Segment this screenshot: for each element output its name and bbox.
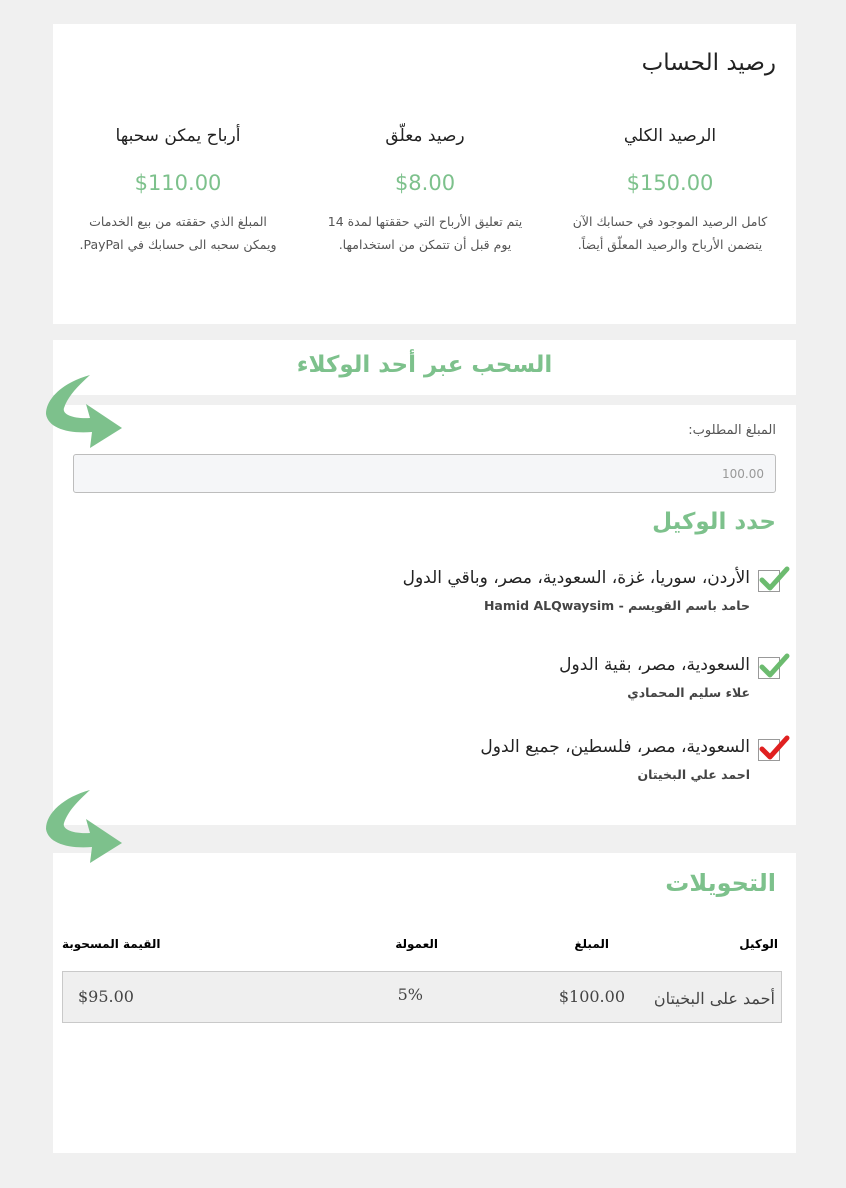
- withdrawable-balance-amount: $110.00: [134, 171, 222, 195]
- cell-amount: $100.00: [558, 987, 625, 1006]
- withdraw-form-card: [53, 405, 796, 825]
- withdraw-via-agent-title: السحب عبر أحد الوكلاء: [296, 352, 553, 378]
- pending-balance-column: [310, 124, 540, 256]
- check-icon: [759, 650, 789, 680]
- amount-input[interactable]: [73, 454, 776, 493]
- cell-net-amount: $95.00: [78, 987, 134, 1006]
- agent-countries: السعودية، مصر، بقية الدول: [559, 655, 750, 675]
- cell-commission: 5%: [397, 985, 423, 1004]
- agent-name: علاء سليم المحمادي: [627, 685, 750, 700]
- agent-option[interactable]: [360, 568, 780, 628]
- agent-countries: السعودية، مصر، فلسطين، جميع الدول: [480, 737, 750, 757]
- column-header-net-amount: القيمة المسحوبة: [62, 937, 161, 951]
- table-row: [62, 971, 782, 1023]
- withdrawable-balance-description: المبلغ الذي حققته من بيع الخدمات ويمكن سحبه الى حسابك في PayPal.: [79, 214, 277, 252]
- agent-option-selected[interactable]: [360, 737, 780, 797]
- curved-arrow-icon: [44, 372, 124, 457]
- total-balance-column: [555, 124, 785, 256]
- transfers-card: [53, 853, 796, 1153]
- column-header-amount: المبلغ: [574, 937, 609, 951]
- transfers-heading: التحويلات: [665, 869, 776, 897]
- agent-option[interactable]: [360, 655, 780, 715]
- curved-arrow-icon: [44, 787, 124, 872]
- column-header-commission: العمولة: [395, 937, 438, 951]
- total-balance-amount: $150.00: [626, 171, 714, 195]
- check-icon: [759, 563, 789, 593]
- cell-agent: أحمد على البخيتان: [653, 989, 775, 1008]
- withdrawable-balance-label: أرباح يمكن سحبها: [115, 126, 241, 146]
- agent-name: احمد علي البخيتان: [637, 767, 750, 782]
- agent-checkbox[interactable]: [758, 570, 780, 592]
- agent-checkbox[interactable]: [758, 657, 780, 679]
- pending-balance-amount: $8.00: [394, 171, 456, 195]
- pending-balance-description: يتم تعليق الأرباح التي حققتها لمدة 14 يوم قبل أن تتمكن من استخدامها.: [327, 214, 523, 252]
- page-title: رصيد الحساب: [641, 50, 776, 76]
- agent-name: حامد باسم القويسم - Hamid ALQwaysim: [483, 598, 750, 613]
- pending-balance-label: رصيد معلّق: [385, 126, 465, 146]
- check-icon-selected: [759, 732, 789, 762]
- agent-checkbox-selected[interactable]: [758, 739, 780, 761]
- select-agent-heading: حدد الوكيل: [652, 509, 776, 535]
- account-balance-card: [53, 24, 796, 324]
- withdraw-via-agent-header: [53, 340, 796, 395]
- total-balance-label: الرصيد الكلي: [623, 126, 717, 146]
- agent-countries: الأردن، سوريا، غزة، السعودية، مصر، وباقي الدول: [402, 568, 750, 588]
- column-header-agent: الوكيل: [739, 937, 778, 951]
- withdrawable-balance-column: [63, 124, 293, 256]
- total-balance-description: كامل الرصيد الموجود في حسابك الآن يتضمن الأرباح والرصيد المعلّق أيضاً.: [572, 214, 768, 252]
- amount-field-label: المبلغ المطلوب:: [688, 423, 776, 438]
